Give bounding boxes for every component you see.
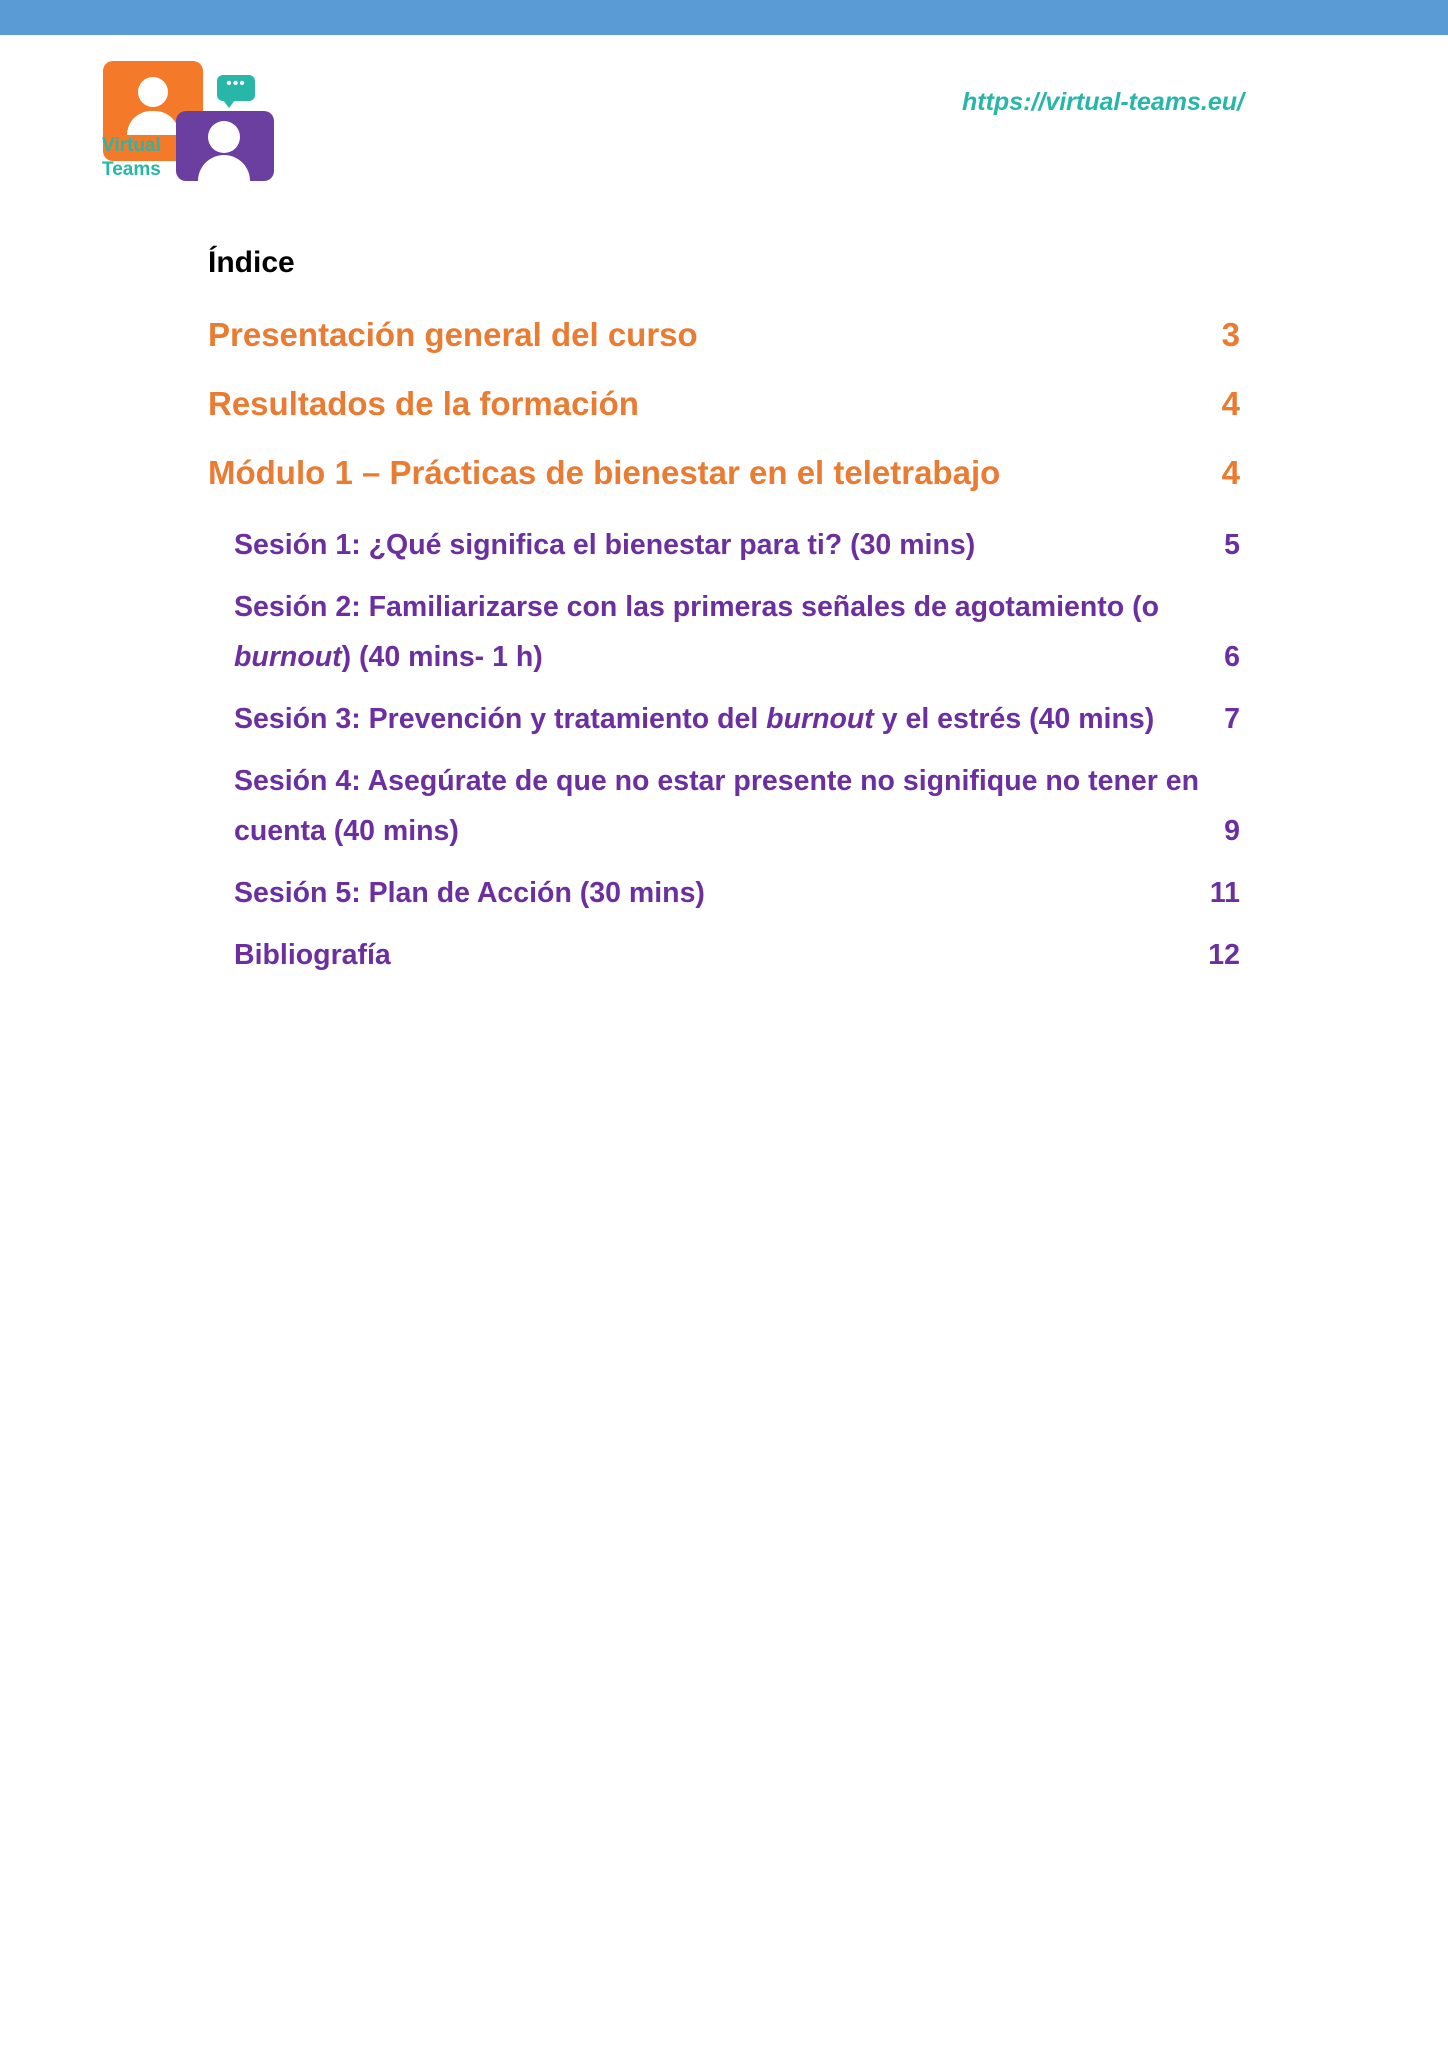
toc-entry-page: 4 — [1221, 385, 1240, 422]
toc-entry-title-line2: ) (40 mins- 1 h) — [341, 641, 543, 673]
toc-entry-title: Módulo 1 – Prácticas de bienestar en el teletrabajo — [208, 454, 1001, 491]
toc-entry-page: 12 — [1208, 939, 1240, 971]
virtual-teams-logo — [100, 58, 280, 188]
toc-entry-title: Presentación general del curso — [208, 316, 698, 353]
toc-entry-sesion-3[interactable] — [234, 694, 1240, 744]
logo-wordmark — [102, 134, 161, 182]
logo-person-icon — [138, 77, 168, 107]
toc-entry-page: 4 — [1221, 454, 1240, 491]
toc-entry-sesion-1[interactable] — [234, 520, 1240, 570]
toc-entry-title: Sesión 1: ¿Qué significa el bienestar para ti? (30 mins) — [234, 529, 976, 561]
logo-purple-avatar-tile — [176, 111, 274, 181]
toc-entry-title-italic: burnout — [766, 703, 874, 735]
toc-entry-page: 9 — [1224, 815, 1240, 847]
toc-entry-page: 6 — [1224, 641, 1240, 673]
chat-bubble-icon: ••• — [217, 75, 255, 101]
toc-entry-bibliografia[interactable] — [234, 930, 1240, 980]
toc-entry-modulo-1[interactable] — [208, 454, 1240, 492]
toc-entry-title-pre: Sesión 3: Prevención y tratamiento del — [234, 703, 767, 735]
toc-entry-title: Resultados de la formación — [208, 385, 639, 422]
logo-text-virtual: Virtual — [102, 135, 161, 156]
toc-entry-title-italic: burnout — [234, 641, 342, 673]
toc-entry-title — [234, 756, 1200, 856]
toc-entry-sesion-5[interactable] — [234, 868, 1240, 918]
toc-entry-page: 5 — [1224, 529, 1240, 561]
toc-entry-title-line1: Sesión 2: Familiarizarse con las primeras señales de agotamiento (o — [234, 591, 1160, 623]
toc-entry-title: Bibliografía — [234, 939, 391, 971]
logo-person-body — [198, 155, 250, 181]
toc-entry-title — [234, 694, 1200, 744]
logo-person-icon — [208, 121, 240, 153]
website-url[interactable]: https://virtual-teams.eu/ — [962, 88, 1244, 116]
logo-text-teams: Teams — [102, 159, 161, 180]
toc-entry-title-line2: cuenta (40 mins) — [234, 815, 459, 847]
toc-entry-page: 3 — [1221, 316, 1240, 353]
toc-entry-title-post: y el estrés (40 mins) — [873, 703, 1155, 735]
toc-entry-sesion-2[interactable] — [234, 582, 1240, 682]
toc-heading: Índice — [208, 246, 295, 279]
toc-entry-page: 7 — [1224, 703, 1240, 735]
toc-entry-resultados[interactable] — [208, 385, 1240, 423]
top-color-bar — [0, 0, 1448, 35]
logo-person-body — [127, 111, 179, 135]
toc-entry-title — [234, 582, 1200, 682]
toc-entry-sesion-4[interactable] — [234, 756, 1240, 856]
toc-entry-presentacion[interactable] — [208, 316, 1240, 354]
toc-entry-title-line1: Sesión 4: Asegúrate de que no estar presente no signifique no tener en — [234, 765, 1199, 797]
toc-entry-title: Sesión 5: Plan de Acción (30 mins) — [234, 877, 705, 909]
toc-entry-page: 11 — [1209, 877, 1240, 909]
